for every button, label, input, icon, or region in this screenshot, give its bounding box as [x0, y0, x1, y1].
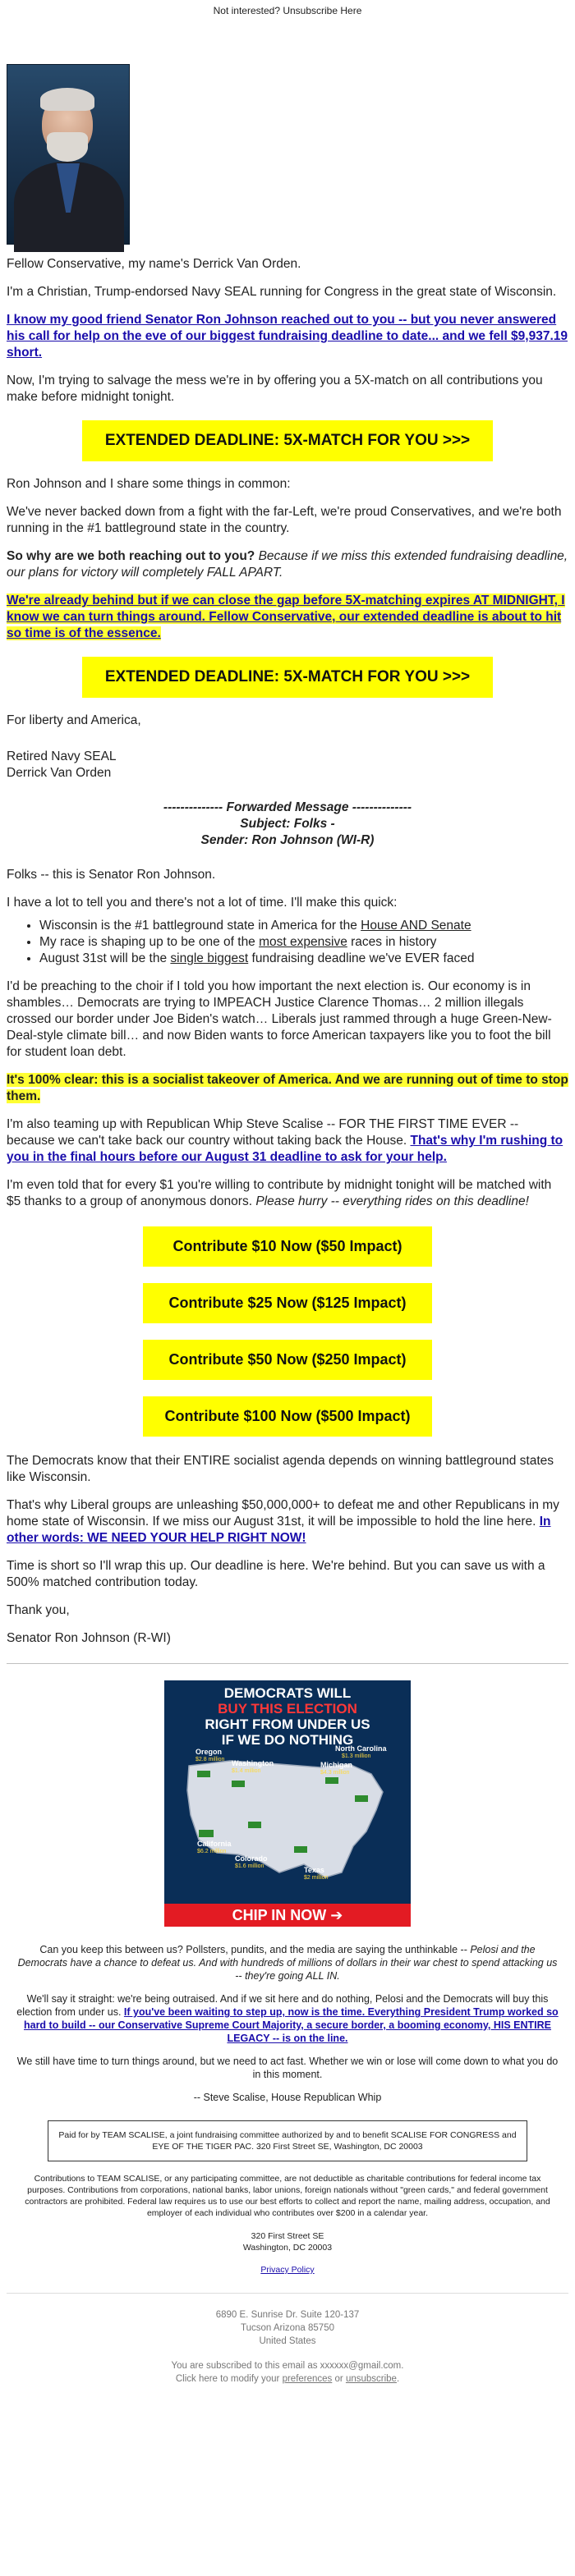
state-michigan-amount: $4.3 million: [320, 1770, 350, 1776]
johnson-bullets: [7, 918, 568, 967]
step-up-link[interactable]: If you've been waiting to step up, now is the time. Everything President Trump worked so hard to build -- our Conservative Supreme Court Majority, a secure border, a booming economy, HIS ENTIRE LEGACY -- is on the line.: [23, 2006, 559, 2044]
state-colorado: Colorado: [235, 1854, 268, 1863]
need-help-link[interactable]: In other words: WE NEED YOUR HELP RIGHT NOW!: [7, 1515, 551, 1545]
cta-wrap-2: [7, 657, 568, 698]
ron-johnson-link[interactable]: I know my good friend Senator Ron Johnson reached out to you -- but you never answered his call for help on the eve of our biggest fundraising deadline to date... and we fell $9,937.19 short.: [7, 313, 568, 360]
closing-signature: Senator Ron Johnson (R-WI): [7, 1631, 171, 1645]
chip-in-banner-link[interactable]: [7, 1680, 568, 1927]
candidate-photo: [7, 64, 130, 245]
state-colorado-amount: $1.6 million: [235, 1863, 264, 1869]
signoff-name: Derrick Van Orden: [7, 766, 112, 780]
scalise-signature: -- Steve Scalise, House Republican Whip: [193, 2092, 382, 2103]
footer-address-2: Tucson Arizona 85750: [240, 2323, 334, 2333]
behind-gap-link[interactable]: We're already behind but if we can close the gap before 5X-matching expires AT MIDNIGHT, I know we can turn things around. Fellow Conservative, our extended deadline is about to hit so time is of the essence.: [7, 594, 565, 640]
final-hours-link[interactable]: That's why I'm rushing to you in the final hours before our August 31 deadline to ask for your help.: [7, 1134, 564, 1164]
contribute-25-button[interactable]: Contribute $25 Now ($125 Impact): [143, 1283, 432, 1323]
takeover-highlight: It's 100% clear: this is a socialist takeover of America. And we are running out of time to stop them.: [7, 1073, 568, 1103]
state-north-carolina: North Carolina: [335, 1744, 387, 1753]
footer-modify: Click here to modify your preferences or unsubscribe.: [175, 2374, 400, 2384]
unsubscribe-footer-link[interactable]: unsubscribe: [345, 2374, 397, 2384]
extended-deadline-button[interactable]: EXTENDED DEADLINE: 5X-MATCH FOR YOU >>>: [82, 420, 493, 461]
closing-thanks: Thank you,: [7, 1603, 70, 1617]
bullet-deadline: • August 31st will be the single biggest fundraising deadline we've EVER faced: [39, 951, 568, 967]
scalise-between-us: Can you keep this between us? Pollsters, pundits, and the media are saying the unthinkable -- Pelosi and the Democrats have a chance to defeat us. And with hundreds of millions of dollars in their war chest to spend attacking us -- they're going ALL IN.: [17, 1944, 558, 1982]
why-bold: So why are we both reaching out to you?: [7, 549, 255, 563]
contribution-fine-print: Contributions to TEAM SCALISE, or any participating committee, are not deductible as charitable contributions for federal income tax purposes. Contributions from corporations, national banks, labor unions, foreign nationals without "green cards," and federal government contractors are prohibited. Federal law requires us to use our best efforts to collect and report the name, mailing address, occupation, and employer of each individual who contributes over $200 in a calendar year.: [25, 2174, 550, 2218]
state-oregon-amount: $2.8 million: [196, 1757, 225, 1762]
footer-address-1: 6890 E. Sunrise Dr. Suite 120-137: [215, 2310, 360, 2320]
us-map-graphic: [181, 1744, 394, 1889]
signoff-rank: Retired Navy SEAL: [7, 749, 117, 763]
common-fight: We've never backed down from a fight with the far-Left, we're proud Conservatives, and we're both running in the #1 battleground state in the country.: [7, 505, 562, 535]
photo-beard: [47, 132, 88, 162]
closing-liberal-groups: That's why Liberal groups are unleashing $50,000,000+ to defeat me and other Republicans in my home state of Wisconsin. If we miss our August 31st, it will be impossible to hold the line here. In other words: WE NEED YOUR HELP RIGHT NOW!: [7, 1498, 559, 1545]
preferences-link[interactable]: preferences: [282, 2374, 333, 2384]
intro-link-paragraph: [7, 312, 568, 361]
scalise-section: [7, 1943, 568, 2104]
contribute-10-button[interactable]: Contribute $10 Now ($50 Impact): [143, 1226, 432, 1267]
unsubscribe-link[interactable]: Not interested? Unsubscribe Here: [213, 5, 362, 16]
johnson-intro: I have a lot to tell you and there's not a lot of time. I'll make this quick:: [7, 896, 398, 910]
intro-bio: I'm a Christian, Trump-endorsed Navy SEAL running for Congress in the great state of Wisconsin.: [7, 285, 557, 299]
photo-hair: [40, 88, 94, 111]
footer-divider: [7, 2293, 568, 2294]
intro-salvage: Now, I'm trying to salvage the mess we're in by offering you a 5X-match on all contributions you make before midnight tonight.: [7, 374, 543, 404]
email-footer: [7, 2293, 568, 2386]
bullet-expensive: • My race is shaping up to be one of the most expensive races in history: [39, 934, 568, 951]
contribute-50-button[interactable]: Contribute $50 Now ($250 Impact): [143, 1340, 432, 1380]
johnson-match: I'm even told that for every $1 you're willing to contribute by midnight tonight will be matched with $5 thanks to a group of anonymous donors. Please hurry -- everything rides on this deadline!: [7, 1178, 552, 1208]
match-italic: Please hurry -- everything rides on this deadline!: [255, 1194, 529, 1208]
democrats-buy-election-banner[interactable]: [164, 1680, 411, 1927]
johnson-opener: Folks -- this is Senator Ron Johnson.: [7, 868, 216, 882]
signoff-liberty: For liberty and America,: [7, 713, 141, 727]
state-texas: Texas: [304, 1866, 324, 1874]
paid-for-disclaimer: Paid for by TEAM SCALISE, a joint fundraising committee authorized by and to benefit SCALISE FOR CONGRESS and EYE OF THE TIGER PAC. 320 First Street SE, Washington, DC 20003: [48, 2120, 527, 2161]
intro-greeting: Fellow Conservative, my name's Derrick Van Orden.: [7, 257, 301, 271]
scalise-outraised: We'll say it straight: we're being outraised. And if we sit here and do nothing, Pelosi and the Democrats will buy this election from under us. If you've been waiting to step up, now is the time. Everything President Trump worked so hard to build -- our Conservative Supreme Court Majority, a secure border, a booming economy, HIS ENTIRE LEGACY -- is on the line.: [16, 1993, 559, 2044]
state-california: California: [197, 1840, 232, 1848]
state-washington: Washington: [232, 1759, 274, 1767]
forwarded-line: -------------- Forwarded Message --------------: [163, 800, 412, 814]
scalise-act-fast: We still have time to turn things around, but we need to act fast. Whether we win or lose will come down to what you do in this moment.: [16, 2056, 559, 2080]
privacy-row: [7, 2265, 568, 2275]
state-washington-amount: $1.4 million: [232, 1768, 261, 1774]
footer-subscribed: You are subscribed to this email as xxxxxx@gmail.com.: [171, 2361, 404, 2371]
forwarded-sender: Sender: Ron Johnson (WI-R): [200, 833, 375, 847]
committee-address: 320 First Street SE Washington, DC 20003: [242, 2231, 333, 2253]
signoff-signature: [7, 749, 568, 782]
closing-agenda: The Democrats know that their ENTIRE socialist agenda depends on winning battleground states like Wisconsin.: [7, 1454, 554, 1484]
why-italic: Because if we miss this extended fundraising deadline, our plans for victory will completely FALL APART.: [7, 549, 568, 580]
forwarded-subject: Subject: Folks -: [240, 817, 335, 831]
state-texas-amount: $2 million: [304, 1875, 329, 1881]
contribute-buttons: [7, 1226, 568, 1437]
extended-deadline-button-2[interactable]: EXTENDED DEADLINE: 5X-MATCH FOR YOU >>>: [82, 657, 493, 698]
johnson-scalise: I'm also teaming up with Republican Whip Steve Scalise -- FOR THE FIRST TIME EVER -- because we can't take back our country without taking back the House. That's why I'm rushing to you in the final hours before our August 31 deadline to ask for your help.: [7, 1117, 564, 1164]
footer-address-3: United States: [259, 2336, 316, 2346]
state-oregon: Oregon: [196, 1748, 223, 1756]
johnson-choir: I'd be preaching to the choir if I told you how important the next election is. Our economy is in shambles… Democrats are trying to IMPEACH Justice Clarence Thomas… 2 million illegals crossed our border under Joe Biden's watch… Liberals just rammed through a huge Green-New-Deal-style climate bill… and now Biden wants to force American taxpayers like you to foot the bill for student loan debt.: [7, 979, 552, 1059]
common-why: [7, 548, 568, 581]
state-michigan: Michigan: [320, 1761, 353, 1769]
privacy-policy-link[interactable]: Privacy Policy: [260, 2265, 315, 2275]
chip-in-now-button[interactable]: CHIP IN NOW ➔: [164, 1904, 411, 1927]
highlight-paragraph: [7, 593, 568, 642]
section-divider: [7, 1663, 568, 1664]
banner-title: DEMOCRATS WILL BUY THIS ELECTION RIGHT FROM UNDER US IF WE DO NOTHING: [205, 1685, 370, 1748]
bullet-battleground: • Wisconsin is the #1 battleground state in America for the House AND Senate: [39, 918, 568, 934]
closing-short: Time is short so I'll wrap this up. Our deadline is here. We're behind. But you can save us with a 500% matched contribution today.: [7, 1559, 545, 1589]
common-intro: Ron Johnson and I share some things in common:: [7, 477, 291, 491]
johnson-takeover: [7, 1072, 568, 1105]
state-california-amount: $6.2 million: [197, 1849, 227, 1854]
cta-wrap-1: [7, 420, 568, 461]
state-north-carolina-amount: $1.3 million: [342, 1753, 371, 1759]
unsubscribe-bar: [0, 0, 575, 28]
forwarded-header: [7, 800, 568, 849]
contribute-100-button[interactable]: Contribute $100 Now ($500 Impact): [143, 1396, 432, 1437]
email-body: [0, 64, 575, 2386]
